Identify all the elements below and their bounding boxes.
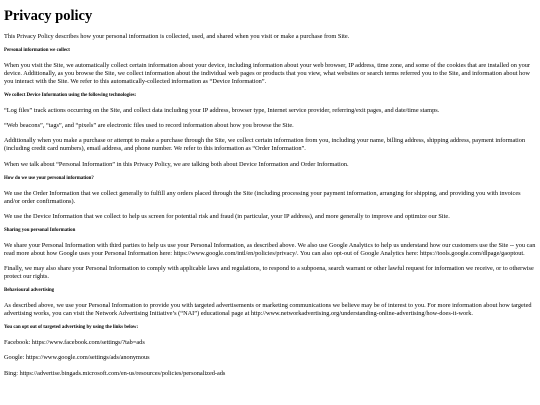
order-information-paragraph: Additionally when you make a purchase or attempt to make a purchase through the Site, we collect certain information from you, including your name, billing address, shipping address, payment information (including credit card numbers), email address, and phone number. We refer to this information as “Order Information”.	[4, 137, 526, 153]
page-title: Privacy policy	[4, 8, 93, 24]
intro-paragraph: This Privacy Policy describes how your personal information is collected, used, and shared when you visit or make a purchase from Site.	[4, 32, 350, 40]
bing-opt-out-link[interactable]: Bing: https://advertise.bingads.microsoft.com/en-us/resources/policies/personalized-ads	[4, 369, 226, 377]
google-opt-out-link[interactable]: Google: https://www.google.com/settings/ads/anonymous	[4, 354, 150, 362]
web-beacons-paragraph: “Web beacons”, “tags”, and “pixels” are electronic files used to record information about how you browse the Site.	[4, 121, 294, 129]
facebook-opt-out-link[interactable]: Facebook: https://www.facebook.com/settings/?tab=ads	[4, 338, 145, 346]
section-heading-behavioural-advertising: Behavioural advertising	[4, 288, 55, 294]
behavioural-paragraph: As described above, we use your Personal Information to provide you with targeted advertisements or marketing communications we believe may be of interest to you. For more information about how targeted advertising works, you can visit the Network Advertising Initiative’s (“NAI”) educational page at http://www.networkadvertising.org/understanding-online-advertising/how-does-it-work.	[4, 301, 532, 317]
section-heading-how-we-use: How do we use your personal information?	[4, 176, 94, 182]
log-files-paragraph: “Log files” track actions occurring on the Site, and collect data including your IP address, browser type, Internet service provider, referring/exit pages, and date/time stamps.	[4, 106, 440, 114]
section-heading-personal-information: Personal information we collect	[4, 48, 70, 54]
use-order-paragraph: We use the Order Information that we collect generally to fulfill any orders placed through the Site (including processing your payment information, arranging for shipping, and providing you with invoices and/or order confirmations).	[4, 189, 521, 205]
sharing-paragraph: We share your Personal Information with third parties to help us use your Personal Information, as described above. We also use Google Analytics to help us understand how our customers use the Site -- you can read more about how Google uses your Personal Information here: https://www.google.com/intl/en/policies/privacy/. You can also opt-out of Google Analytics here: https://tools.google.com/dlpage/gaoptout.	[4, 241, 536, 257]
collect-paragraph: When you visit the Site, we automatically collect certain information about your device, including information about your web browser, IP address, time zone, and some of the cookies that are installed on your device. Additionally, as you browse the Site, we collect information about the individual web pages or products that you view, what websites or search terms referred you to the Site, and information about how you interact with the Site. We refer to this automatically-collected information as “Device Information”.	[4, 61, 531, 85]
section-heading-device-technologies: We collect Device Information using the following technologies:	[4, 93, 137, 99]
personal-information-definition-paragraph: When we talk about “Personal Information” in this Privacy Policy, we are talking both about Device Information and Order Information.	[4, 160, 349, 168]
legal-sharing-paragraph: Finally, we may also share your Personal Information to comply with applicable laws and regulations, to respond to a subpoena, search warrant or other lawful request for information we receive, or to otherwise protect our rights.	[4, 265, 534, 281]
use-device-paragraph: We use the Device Information that we collect to help us screen for potential risk and fraud (in particular, your IP address), and more generally to improve and optimize our Site.	[4, 212, 450, 220]
section-heading-sharing: Sharing you personal Information	[4, 228, 76, 234]
section-heading-opt-out: You can opt out of targeted advertising by using the links below:	[4, 325, 139, 331]
